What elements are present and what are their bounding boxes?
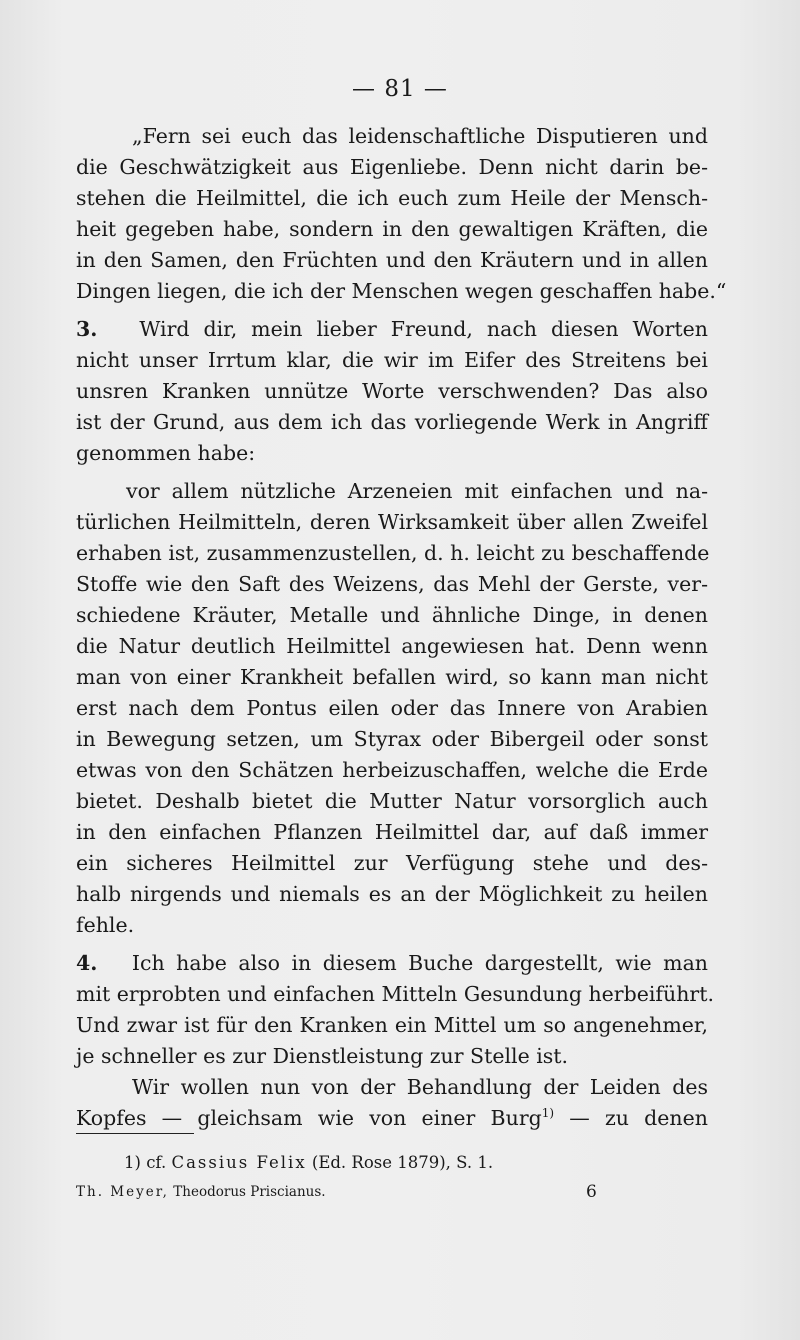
text-line: „Fern sei euch das leidenschaftliche Disputieren und — [132, 124, 708, 148]
text-line: ist der Grund, aus dem ich das vorliegende Werk in Angriff — [76, 410, 708, 434]
footnote-reference: 1) — [541, 1106, 555, 1121]
footnote — [124, 1150, 493, 1176]
text-line: Dingen liegen, die ich der Menschen wegen geschaffen habe.“ — [76, 279, 727, 303]
text-line: fehle. — [76, 913, 135, 937]
text-line: 3. Wird dir, mein lieber Freund, nach diesen Worten — [76, 317, 708, 341]
text-line: Kopfes — gleichsam wie von einer Burg$^{1)}$ — zu denen — [76, 1106, 708, 1130]
text-line: Stoffe wie den Saft des Weizens, das Mehl der Gerste, ver- — [76, 572, 708, 596]
text-line: die Geschwätzigkeit aus Eigenliebe. Denn nicht darin be- — [76, 155, 708, 179]
text-line: die Natur deutlich Heilmittel angewiesen hat. Denn wenn — [76, 634, 708, 658]
text-line: etwas von den Schätzen herbeizuschaffen, welche die Erde — [76, 758, 708, 782]
footnote-author: Cassius Felix — [171, 1153, 307, 1172]
text-line: je schneller es zur Dienstleistung zur Stelle ist. — [76, 1044, 569, 1068]
text-line: man von einer Krankheit befallen wird, so kann man nicht — [76, 665, 708, 689]
page-number-header: — 81 — — [352, 76, 448, 102]
footnote-rest: (Ed. Rose 1879), S. 1. — [311, 1153, 494, 1172]
text-line: erst nach dem Pontus eilen oder das Innere von Arabien — [76, 696, 708, 720]
text-line: Und zwar ist für den Kranken ein Mittel um so angenehmer, — [76, 1013, 708, 1037]
text-line: stehen die Heilmittel, die ich euch zum Heile der Mensch- — [76, 186, 708, 210]
text-line: vor allem nützliche Arzeneien mit einfachen und na- — [126, 479, 708, 503]
text-line: bietet. Deshalb bietet die Mutter Natur vorsorglich auch — [76, 789, 708, 813]
text-line: unsren Kranken unnütze Worte verschwenden? Das also — [76, 379, 708, 403]
footer-author: Th. Meyer, — [76, 1184, 169, 1200]
page-footer — [76, 1179, 600, 1205]
text-line: in den Samen, den Früchten und den Kräutern und in allen — [76, 248, 708, 272]
footnote-divider — [76, 1133, 194, 1134]
text-line: schiedene Kräuter, Metalle und ähnliche Dinge, in denen — [76, 603, 708, 627]
body-text — [76, 121, 727, 1134]
text-line: türlichen Heilmitteln, deren Wirksamkeit über allen Zweifel — [76, 510, 708, 534]
text-line: halb nirgends und niemals es an der Möglichkeit zu heilen — [76, 882, 708, 906]
text-line: heit gegeben habe, sondern in den gewaltigen Kräften, die — [76, 217, 708, 241]
text-line: erhaben ist, zusammenzustellen, d. h. leicht zu beschaffende — [76, 541, 710, 565]
section-number-3: 3. — [76, 317, 98, 341]
footnote-marker: 1) — [124, 1153, 141, 1172]
footer-title: Theodorus Priscianus. — [173, 1184, 326, 1200]
text-line: Wir wollen nun von der Behandlung der Leiden des — [132, 1075, 708, 1099]
text-line: 4. Ich habe also in diesem Buche dargestellt, wie man — [76, 951, 708, 975]
text-line: ein sicheres Heilmittel zur Verfügung stehe und des- — [76, 851, 708, 875]
text-line: nicht unser Irrtum klar, die wir im Eifer des Streitens bei — [76, 348, 708, 372]
signature-mark: 6 — [586, 1182, 597, 1202]
text-line: in Bewegung setzen, um Styrax oder Bibergeil oder sonst — [76, 727, 708, 751]
text-line: in den einfachen Pflanzen Heilmittel dar, auf daß immer — [76, 820, 708, 844]
text-line: genommen habe: — [76, 441, 256, 465]
text-line: mit erprobten und einfachen Mitteln Gesundung herbeiführt. — [76, 982, 714, 1006]
section-number-4: 4. — [76, 951, 98, 975]
footnote-prefix: cf. — [146, 1153, 167, 1172]
